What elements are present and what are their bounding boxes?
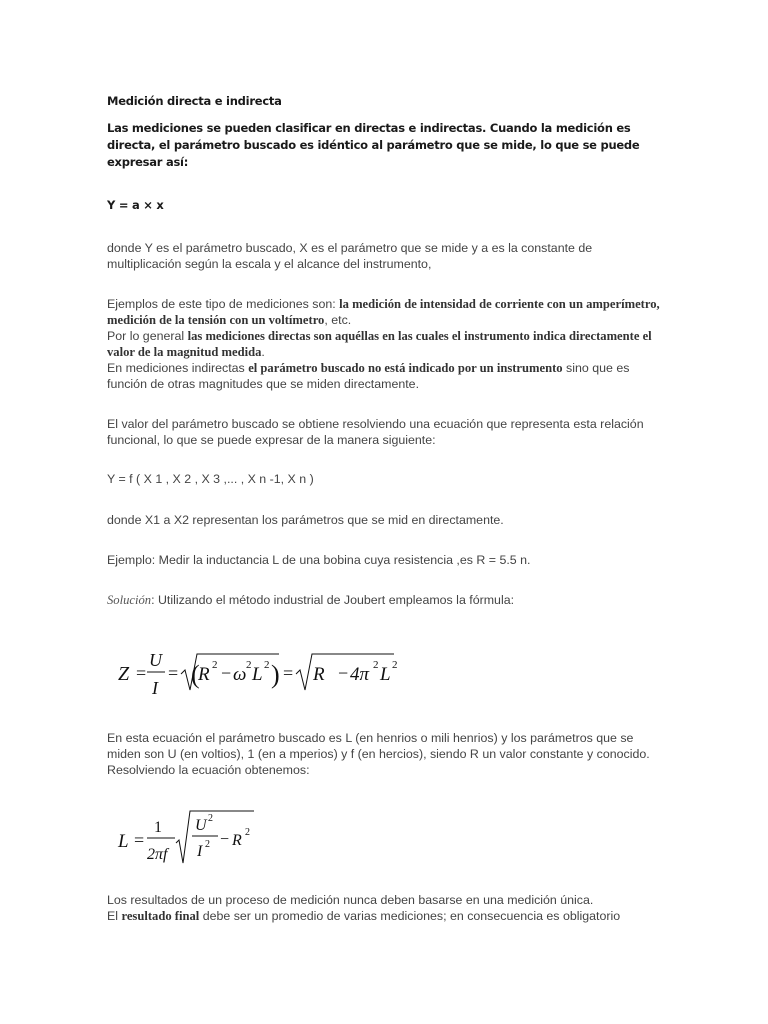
minus-sign: − bbox=[338, 663, 349, 683]
exponent: 2 bbox=[264, 659, 270, 671]
formula-z-symbol: Z bbox=[118, 663, 130, 685]
formula-omega: ω bbox=[233, 664, 247, 685]
direct-formula: Y = a × x bbox=[107, 198, 164, 212]
text-run: debe ser un promedio de varias mediciones; en consecuencia es obligatorio bbox=[199, 909, 621, 923]
formula-r: R bbox=[313, 664, 325, 685]
bold-run: las mediciones directas son aquéllas en las cuales el instrumento indica directamente el valor de la magnitud medida bbox=[107, 329, 652, 359]
formula-l-symbol: L bbox=[118, 831, 129, 852]
formula-numerator: U bbox=[149, 650, 162, 670]
text-run: El bbox=[107, 909, 122, 923]
formula-equals: = bbox=[136, 663, 147, 683]
formula-equals: = bbox=[134, 830, 145, 850]
formula-4pi: 4π bbox=[350, 664, 370, 685]
text-run: sino que es función de otras magnitudes que se miden directamente. bbox=[107, 361, 630, 391]
exponent: 2 bbox=[205, 839, 210, 850]
exponent: 2 bbox=[212, 659, 218, 671]
minus-sign: − bbox=[221, 663, 232, 683]
formula-denominator: I bbox=[152, 678, 158, 698]
paragraph-donde: donde Y es el parámetro buscado, X es el parámetro que se mide y a es la constante de multiplicación según la escala y el alcance del instrumento, bbox=[107, 241, 593, 271]
paragraph-ecuacion: En esta ecuación el parámetro buscado es L (en henrios o mili henrios) y los parámetros que se miden son U (en voltios), 1 (en a mperios) y f (en hercios), siendo R un valor constante y conocido. Resolviendo la ecuación obtenemos: bbox=[107, 731, 650, 777]
solution-label: Solución bbox=[107, 593, 152, 607]
paren-close: ) bbox=[271, 660, 280, 689]
paragraph-ejemplo: Ejemplo: Medir la inductancia L de una bobina cuya resistencia ,es R = 5.5 n. bbox=[107, 553, 531, 567]
formula-equals: = bbox=[283, 663, 294, 683]
sqrt-sign bbox=[176, 811, 254, 863]
paragraph-general bbox=[107, 328, 667, 360]
paragraph-valor: El valor del parámetro buscado se obtiene resolviendo una ecuación que representa esta relación funcional, lo que se puede expresar de la manera siguiente: bbox=[107, 417, 644, 447]
paragraph-indirectas bbox=[107, 360, 667, 392]
text-run: Por lo general bbox=[107, 329, 188, 343]
formula-r: R bbox=[198, 664, 210, 685]
text-run: Ejemplos de este tipo de mediciones son: bbox=[107, 297, 340, 311]
formula-z-image bbox=[114, 622, 404, 702]
exponent: 2 bbox=[246, 659, 252, 671]
text-run: . bbox=[261, 345, 265, 359]
intro-paragraph: Las mediciones se pueden clasificar en directas e indirectas. Cuando la medición es directa, el parámetro buscado es idéntico al parámetro que se mide, lo que se puede expresar así: bbox=[107, 121, 640, 169]
text-run: , etc. bbox=[324, 313, 352, 327]
exponent: 2 bbox=[245, 827, 250, 838]
bold-run: el parámetro buscado no está indicado por un instrumento bbox=[248, 361, 563, 375]
bold-run: resultado final bbox=[121, 909, 200, 923]
paragraph-solucion bbox=[107, 592, 667, 608]
formula-i: I bbox=[197, 843, 203, 860]
function-formula: Y = f ( X 1 , X 2 , X 3 ,... , X n -1, X n ) bbox=[107, 472, 314, 486]
text-run: En mediciones indirectas bbox=[107, 361, 249, 375]
formula-l: L bbox=[252, 664, 263, 685]
formula-r: R bbox=[232, 832, 242, 849]
formula-equals: = bbox=[168, 663, 179, 683]
bold-run: la medición de intensidad de corriente con un amperímetro, medición de la tensión con un voltímetro bbox=[107, 297, 660, 327]
paragraph-x1: donde X1 a X2 representan los parámetros que se mid en directamente. bbox=[107, 513, 504, 527]
minus-sign: − bbox=[220, 831, 230, 848]
page-title: Medición directa e indirecta bbox=[107, 94, 282, 108]
formula-2pif: 2πf bbox=[147, 846, 168, 863]
exponent: 2 bbox=[208, 813, 213, 824]
formula-one: 1 bbox=[154, 819, 162, 836]
exponent: 2 bbox=[392, 659, 398, 671]
formula-l-image bbox=[114, 805, 264, 870]
formula-l: L bbox=[380, 664, 391, 685]
text-run: : Utilizando el método industrial de Joubert empleamos la fórmula: bbox=[151, 593, 515, 607]
paragraph-ejemplos bbox=[107, 296, 667, 328]
paragraph-resultados: Los resultados de un proceso de medición nunca deben basarse en una medición única. bbox=[107, 893, 594, 907]
paren-open: ( bbox=[191, 660, 200, 689]
exponent: 2 bbox=[373, 659, 379, 671]
paragraph-final bbox=[107, 908, 667, 924]
formula-u: U bbox=[195, 817, 207, 834]
